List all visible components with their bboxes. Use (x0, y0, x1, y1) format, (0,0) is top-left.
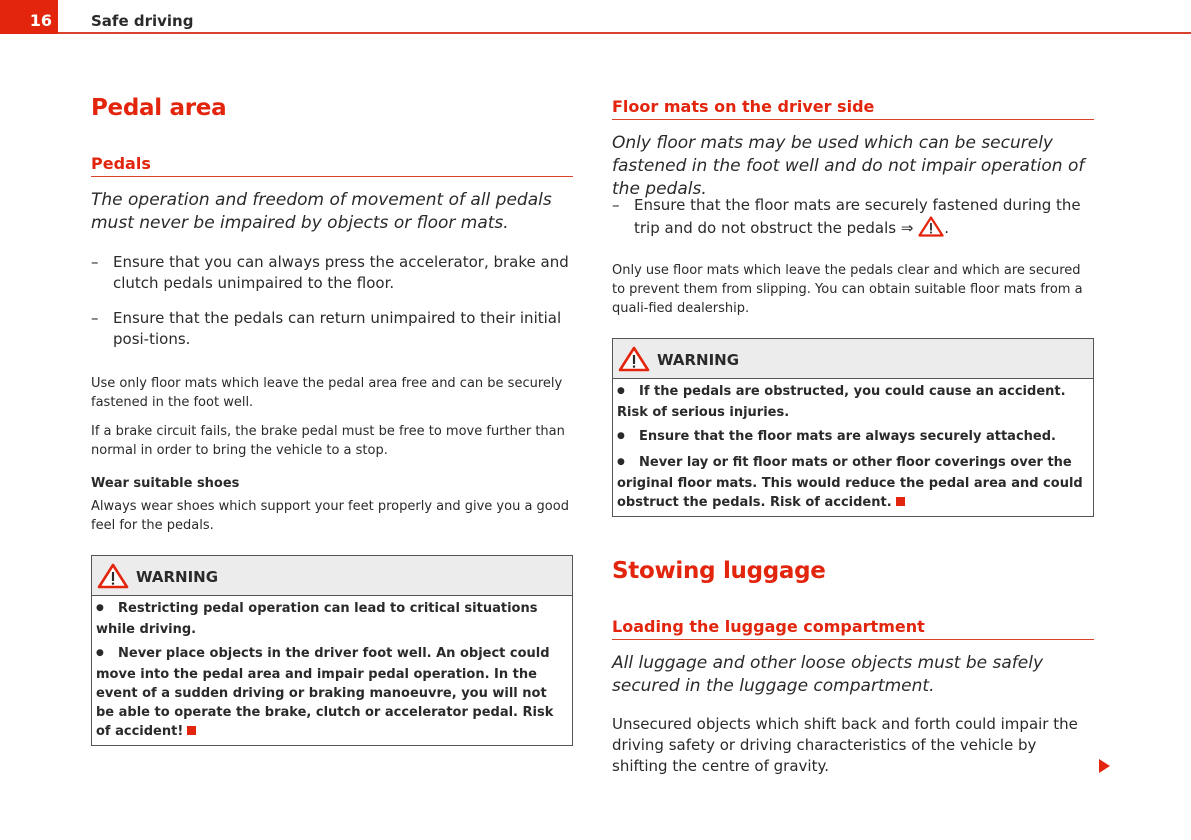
page-header (0, 0, 1191, 34)
pedals-note-1: Use only floor mats which leave the pedal area free and can be securely fastened in the foot well. (91, 376, 563, 410)
warning-header (613, 339, 1093, 379)
luggage-intro: All luggage and other loose objects must be safely secured in the luggage compartment. (612, 653, 1044, 696)
pedals-step-1: – Ensure that you can always press the accelerator, brake and clutch pedals unimpaired to the floor. (91, 252, 573, 294)
reference-arrow: ⇒ (900, 219, 914, 237)
warning-label: WARNING (136, 568, 219, 586)
floor-mats-intro: Only floor mats may be used which can be securely fastened in the foot well and do not impair operation of the pedals. (612, 133, 1085, 199)
floor-mats-step: – Ensure that the floor mats are securely fastened during the trip and do not obstruct the pedals ⇒ . (612, 195, 1094, 239)
page-number: 16 (0, 0, 58, 34)
warning-label: WARNING (657, 351, 740, 369)
warning-triangle-icon (97, 563, 129, 589)
warning-item (617, 453, 1089, 512)
warning-triangle-icon (618, 346, 650, 372)
next-page-arrow-icon[interactable] (1099, 759, 1110, 773)
warning-header (92, 556, 572, 596)
heading-pedals: Pedals (91, 154, 573, 177)
warning-body (613, 379, 1093, 516)
bullet-icon (96, 599, 118, 620)
warning-item (617, 382, 1089, 422)
shoes-heading (91, 474, 573, 493)
warning-item-text: Never lay or fit floor mats or other floor coverings over the original floor mats. This would reduce the pedal area and could obstruct the pedals. Risk of accident. (617, 455, 1083, 510)
warning-body (92, 596, 572, 745)
heading-pedal-area: Pedal area (91, 95, 227, 121)
warning-item-text: Never place objects in the driver foot well. An object could move into the pedal area and impair pedal operation. In the event of a sudden driving or braking manoeuvre, you will not be able to operate the brake, clutch or accelerator pedal. Risk of accident! (96, 646, 554, 739)
warning-item (617, 427, 1089, 448)
floor-mats-step-text: Ensure that the floor mats are securely fastened during the trip and do not obstruct the pedals (634, 196, 1081, 237)
pedals-step-2: – Ensure that the pedals can return unimpaired to their initial posi-tions. (91, 308, 573, 350)
warning-item-text: Ensure that the floor mats are always securely attached. (639, 429, 1056, 444)
bullet-icon (617, 453, 639, 474)
warning-triangle-icon[interactable] (918, 216, 944, 237)
bullet-icon (617, 382, 639, 403)
luggage-text: Unsecured objects which shift back and forth could impair the driving safety or driving characteristics of the vehicle by shifting the centre of gravity. (612, 715, 1078, 775)
warning-box-pedals (91, 555, 573, 746)
section-title: Safe driving (91, 12, 194, 30)
end-square-icon (187, 726, 196, 735)
warning-item (96, 644, 568, 741)
end-square-icon (896, 497, 905, 506)
bullet-icon (96, 644, 118, 665)
bullet-icon (617, 427, 639, 448)
warning-item-text: Restricting pedal operation can lead to critical situations while driving. (96, 601, 538, 637)
header-rule (58, 32, 1191, 34)
heading-stowing-luggage: Stowing luggage (612, 558, 826, 584)
heading-floor-mats: Floor mats on the driver side (612, 97, 1094, 120)
warning-item-text: If the pedals are obstructed, you could cause an accident. Risk of serious injuries. (617, 384, 1066, 420)
shoes-text: Always wear shoes which support your feet properly and give you a good feel for the pedals. (91, 499, 569, 533)
pedals-intro: The operation and freedom of movement of all pedals must never be impaired by objects or floor mats. (91, 190, 552, 233)
heading-loading-luggage: Loading the luggage compartment (612, 617, 1094, 640)
pedals-note-2: If a brake circuit fails, the brake pedal must be free to move further than normal in order to bring the vehicle to a stop. (91, 424, 565, 458)
shoes-heading-text: Wear suitable shoes (91, 476, 240, 491)
warning-box-floor-mats (612, 338, 1094, 517)
floor-mats-note: Only use floor mats which leave the pedals clear and which are secured to prevent them from slipping. You can obtain suitable floor mats from a quali-fied dealership. (612, 263, 1083, 316)
warning-item (96, 599, 568, 639)
